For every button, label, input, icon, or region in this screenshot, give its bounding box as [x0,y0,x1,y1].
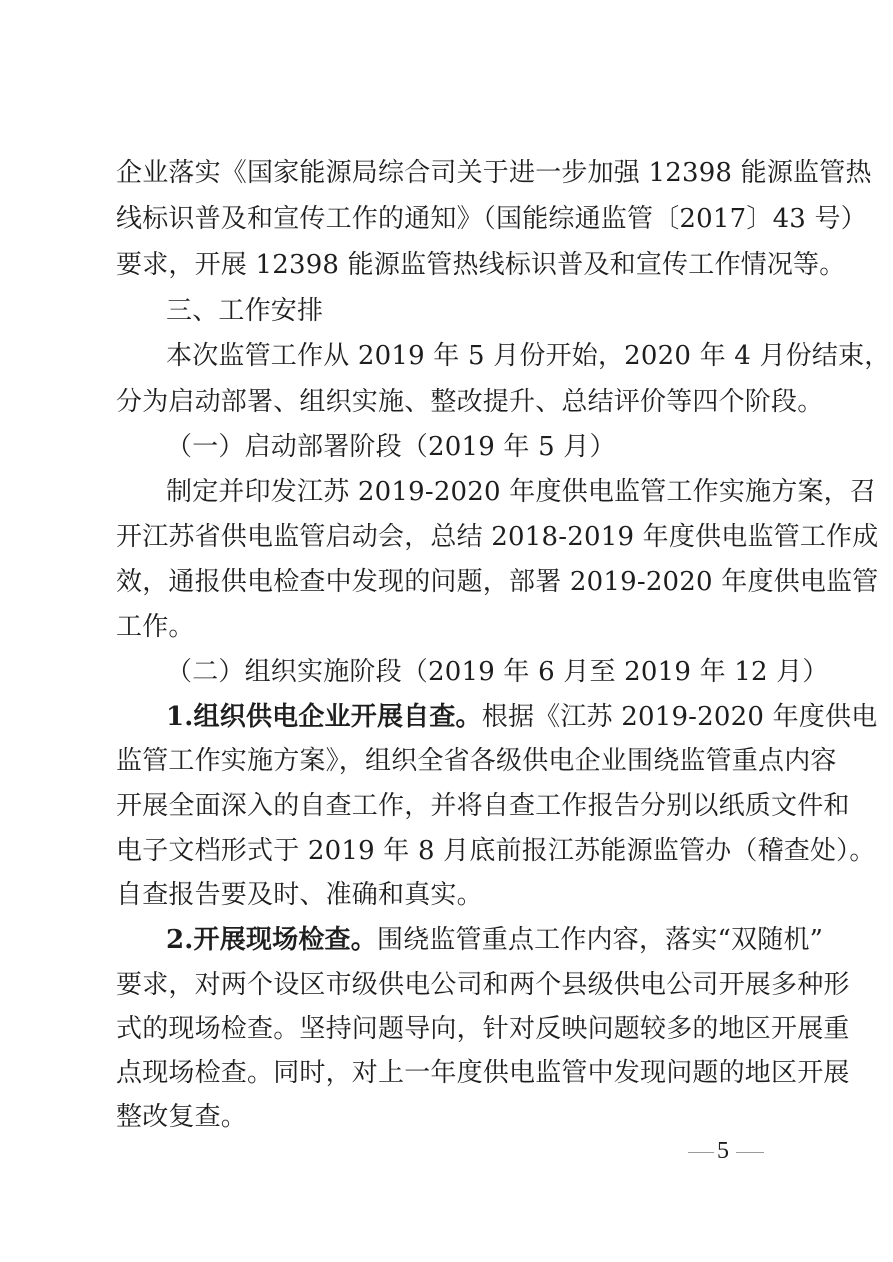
page-footer [688,1136,768,1166]
body-text: 围绕监管重点工作内容，落实“双随机” [376,925,824,955]
bold-lead-in: 1.组织供电企业开展自查。 [166,702,482,732]
body-line: 整改复查。 [116,1102,248,1132]
page-number: 5 [717,1138,729,1164]
bold-lead-in: 2.开展现场检查。 [166,925,377,955]
paragraph-first-line [166,702,877,732]
body-line: 电子文档形式于 2019 年 8 月底前报江苏能源监管办（稽查处）。 [116,836,876,866]
body-line: 要求，对两个设区市级供电公司和两个县级供电公司开展多种形 [116,970,850,1000]
body-line: 开江苏省供电监管启动会，总结 2018-2019 年度供电监管工作成 [116,522,879,552]
footer-dash [688,1152,714,1153]
body-line: 式的现场检查。坚持问题导向，针对反映问题较多的地区开展重 [116,1014,850,1044]
section-heading: 三、工作安排 [166,296,324,326]
body-line: 本次监管工作从 2019 年 5 月份开始，2020 年 4 月份结束， [166,341,891,371]
body-line: 工作。 [116,612,195,642]
body-line: 点现场检查。同时，对上一年度供电监管中发现问题的地区开展 [116,1058,850,1088]
body-line: 自查报告要及时、准确和真实。 [116,880,483,910]
body-line: 线标识普及和宣传工作的通知》（国能综通监管〔2017〕43 号） [116,204,867,234]
paragraph-first-line [166,925,823,955]
body-line: 分为启动部署、组织实施、整改提升、总结评价等四个阶段。 [116,387,824,417]
body-line: 开展全面深入的自查工作，并将自查工作报告分别以纸质文件和 [116,791,850,821]
body-line: 监管工作实施方案》，组织全省各级供电企业围绕监管重点内容 [116,746,837,776]
body-line: 要求，开展 12398 能源监管热线标识普及和宣传工作情况等。 [116,250,846,280]
subsection-heading: （一）启动部署阶段（2019 年 5 月） [166,432,616,462]
footer-dash [736,1152,764,1153]
body-line: 效，通报供电检查中发现的问题，部署 2019-2020 年度供电监管 [116,567,879,597]
subsection-heading: （二）组织实施阶段（2019 年 6 月至 2019 年 12 月） [166,657,829,687]
body-line: 制定并印发江苏 2019-2020 年度供电监管工作实施方案，召 [166,477,877,507]
body-text: 根据《江苏 2019-2020 年度供电 [481,702,878,732]
body-line: 企业落实《国家能源局综合司关于进一步加强 12398 能源监管热 [116,158,872,188]
